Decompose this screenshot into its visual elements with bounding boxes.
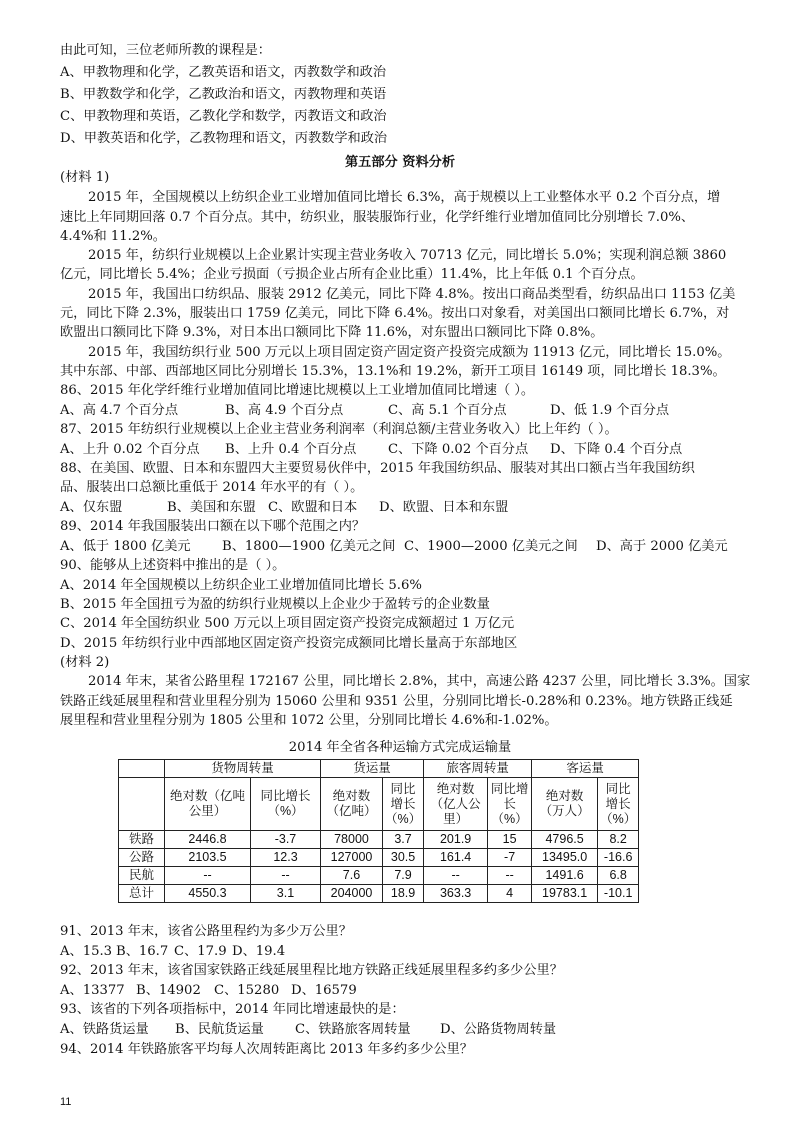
question-stem: 93、该省的下列各项指标中，2014 年同比增速最快的是： [60, 1002, 405, 1017]
option-a: A、高 4.7 个百分点 [60, 403, 179, 418]
option-b: B、2015 年全国扭亏为盈的纺织行业规模以上企业少于盈转亏的企业数量 [60, 597, 490, 612]
table-row [119, 867, 639, 885]
material-label: (材料 2) [60, 655, 110, 670]
table-subheader-row [119, 778, 639, 831]
table-cell: 3.7 [383, 831, 424, 849]
material-text: 铁路正线延展里程和营业里程分别为 15060 公里和 9351 公里，分别同比增长-0.28%和 0.23%。地方铁路正线延 [60, 694, 733, 709]
table-cell: 7.9 [383, 867, 424, 885]
question-stem: 88、在美国、欧盟、日本和东盟四大主要贸易伙伴中，2015 年我国纺织品、服装对其出口额占当年我国纺织 [60, 461, 695, 476]
option-c: C、1900—2000 亿美元之间 [404, 539, 578, 554]
option-a: A、13377 [60, 983, 125, 998]
option-a: A、铁路货运量 [60, 1022, 149, 1037]
question-stem: 94、2014 年铁路旅客平均每人次周转距离比 2013 年多约多少公里？ [60, 1042, 473, 1057]
material-text: 4.4%和 11.2%。 [60, 229, 166, 244]
option-b: B、民航货运量 [175, 1022, 264, 1037]
option-b: B、美国和东盟 [167, 500, 256, 515]
table-cell: 8.2 [598, 831, 639, 849]
table-cell: 3.1 [251, 885, 321, 903]
option-d: D、欧盟、日本和东盟 [379, 500, 509, 515]
material-text: 速比上年同期回落 0.7 个百分点。其中，纺织业，服装服饰行业，化学纤维行业增加值同比分别增长 7.0%、 [60, 210, 695, 225]
material-label: (材料 1) [60, 170, 110, 185]
table-group-header: 货运量 [321, 760, 424, 778]
table-subheader: 同比增长（%） [598, 778, 639, 831]
table-cell: 2446.8 [165, 831, 251, 849]
transport-table [118, 759, 639, 903]
table-group-header: 客运量 [532, 760, 639, 778]
row-label: 公路 [119, 849, 165, 867]
table-subheader: 同比增长（%） [383, 778, 424, 831]
table-subheader: 绝对数（亿吨公里） [165, 778, 251, 831]
option-d: D、2015 年纺织行业中西部地区固定资产投资完成额同比增长量高于东部地区 [60, 636, 518, 651]
material-text: 亿元，同比增长 5.4%；企业亏损面（亏损企业占所有企业比重）11.4%，比上年低 0.1 个百分点。 [60, 267, 644, 282]
table-row [119, 831, 639, 849]
question-stem: 由此可知，三位老师所教的课程是： [60, 43, 271, 58]
option-a: A、2014 年全国规模以上纺织企业工业增加值同比增长 5.6% [60, 578, 422, 593]
option-a: A、低于 1800 亿美元 [60, 539, 191, 554]
option-d: D、16579 [291, 983, 357, 998]
table-cell: -10.1 [598, 885, 639, 903]
option-b: B、甲教数学和化学，乙教政治和语文，丙教物理和英语 [60, 87, 387, 102]
option-d: D、19.4 [232, 944, 286, 959]
material-text: 欧盟出口额同比下降 9.3%，对日本出口额同比下降 11.6%，对东盟出口额同比下降 0.8%。 [60, 325, 604, 340]
row-label: 铁路 [119, 831, 165, 849]
table-cell: -- [251, 867, 321, 885]
table-cell: 201.9 [424, 831, 488, 849]
option-b: B、1800—1900 亿美元之间 [222, 539, 396, 554]
table-subheader: 绝对数（亿吨） [321, 778, 383, 831]
table-cell: 15 [488, 831, 532, 849]
option-c: C、17.9 [174, 944, 227, 959]
table-subheader: 同比增长（%） [488, 778, 532, 831]
question-stem: 89、2014 年我国服装出口额在以下哪个范围之内？ [60, 519, 366, 534]
table-row [119, 849, 639, 867]
table-cell: 363.3 [424, 885, 488, 903]
table-cell: 127000 [321, 849, 383, 867]
table-subheader: 同比增长（%） [251, 778, 321, 831]
table-cell: 78000 [321, 831, 383, 849]
table-cell: 18.9 [383, 885, 424, 903]
option-d: D、下降 0.4 个百分点 [550, 442, 683, 457]
question-stem: 87、2015 年纺织行业规模以上企业主营业务利润率（利润总额/主营业务收入）比上年约（ ）。 [60, 422, 618, 437]
option-c: C、高 5.1 个百分点 [388, 403, 507, 418]
table-cell: 19783.1 [532, 885, 598, 903]
table-group-header: 旅客周转量 [424, 760, 532, 778]
table-row [119, 885, 639, 903]
row-label: 民航 [119, 867, 165, 885]
table-caption: 2014 年全省各种运输方式完成运输量 [288, 740, 512, 755]
option-a: A、甲教物理和化学，乙教英语和语文，丙教数学和政治 [60, 65, 387, 80]
option-a: A、上升 0.02 个百分点 [60, 442, 200, 457]
table-cell: 12.3 [251, 849, 321, 867]
table-cell: 6.8 [598, 867, 639, 885]
table-cell: 30.5 [383, 849, 424, 867]
table-header-row [119, 760, 639, 778]
option-c: C、甲教物理和英语，乙教化学和数学，丙教语文和政治 [60, 109, 387, 124]
question-stem: 90、能够从上述资料中推出的是（ ）。 [60, 558, 286, 573]
option-a: A、仅东盟 [60, 500, 123, 515]
option-c: C、铁路旅客周转量 [295, 1022, 411, 1037]
material-text: 2015 年，全国规模以上纺织企业工业增加值同比增长 6.3%，高于规模以上工业整体水平 0.2 个百分点，增 [88, 190, 721, 205]
question-stem: 品、服装出口总额比重低于 2014 年水平的有（ ）。 [60, 480, 364, 495]
table-cell: -- [488, 867, 532, 885]
table-corner-cell [119, 778, 165, 831]
table-cell: 4796.5 [532, 831, 598, 849]
option-d: D、高于 2000 亿美元 [596, 539, 728, 554]
table-corner-cell [119, 760, 165, 778]
question-stem: 92、2013 年末，该省国家铁路正线延展里程比地方铁路正线延展里程多约多少公里？ [60, 963, 563, 978]
option-d: D、低 1.9 个百分点 [550, 403, 670, 418]
table-cell: -7 [488, 849, 532, 867]
table-cell: 204000 [321, 885, 383, 903]
table-cell: 4550.3 [165, 885, 251, 903]
question-stem: 91、2013 年末，该省公路里程约为多少万公里？ [60, 924, 352, 939]
option-c: C、欧盟和日本 [268, 500, 358, 515]
material-text: 展里程和营业里程分别为 1805 公里和 1072 公里，分别同比增长 4.6%和-1.02%。 [60, 713, 558, 728]
material-text: 其中东部、中部、西部地区同比分别增长 15.3%，13.1%和 19.2%，新开工项目 16149 项，同比增长 18.3%。 [60, 364, 726, 379]
table-cell: 13495.0 [532, 849, 598, 867]
option-d: D、公路货物周转量 [440, 1022, 557, 1037]
material-text: 2015 年，我国纺织行业 500 万元以上项目固定资产固定资产投资完成额为 11913 亿元，同比增长 15.0%。 [88, 345, 731, 360]
option-c: C、2014 年全国纺织业 500 万元以上项目固定资产投资完成额超过 1 万亿元 [60, 616, 515, 631]
option-b: B、16.7 [116, 944, 169, 959]
option-c: C、15280 [214, 983, 280, 998]
table-cell: -3.7 [251, 831, 321, 849]
table-group-header: 货物周转量 [165, 760, 321, 778]
option-b: B、高 4.9 个百分点 [225, 403, 344, 418]
table-cell: -- [165, 867, 251, 885]
option-a: A、15.3 [60, 944, 113, 959]
option-b: B、上升 0.4 个百分点 [225, 442, 357, 457]
page-number: 11 [60, 1096, 72, 1108]
table-cell: 7.6 [321, 867, 383, 885]
option-d: D、甲教英语和化学，乙教物理和语文，丙教数学和政治 [60, 131, 388, 146]
table-cell: -- [424, 867, 488, 885]
material-text: 2015 年，纺织行业规模以上企业累计实现主营业务收入 70713 亿元，同比增长 5.0%；实现利润总额 3860 [88, 248, 727, 263]
material-text: 元，同比下降 2.3%，服装出口 1759 亿美元，同比下降 6.4%。按出口对象看，对美国出口额同比增长 6.7%，对 [60, 306, 730, 321]
material-text: 2014 年末，某省公路里程 172167 公里，同比增长 2.8%，其中，高速公路 4237 公里，同比增长 3.3%。国家 [88, 674, 751, 689]
table-cell: 161.4 [424, 849, 488, 867]
table-cell: 1491.6 [532, 867, 598, 885]
section-title: 第五部分 资料分析 [344, 155, 456, 170]
table-cell: -16.6 [598, 849, 639, 867]
table-subheader: 绝对数（万人） [532, 778, 598, 831]
option-b: B、14902 [136, 983, 201, 998]
question-stem: 86、2015 年化学纤维行业增加值同比增速比规模以上工业增加值同比增速（ ）。 [60, 383, 535, 398]
row-label: 总计 [119, 885, 165, 903]
material-text: 2015 年，我国出口纺织品、服装 2912 亿美元，同比下降 4.8%。按出口商品类型看，纺织品出口 1153 亿美 [88, 287, 736, 302]
table-subheader: 绝对数（亿人公里） [424, 778, 488, 831]
option-c: C、下降 0.02 个百分点 [388, 442, 529, 457]
table-cell: 2103.5 [165, 849, 251, 867]
table-cell: 4 [488, 885, 532, 903]
